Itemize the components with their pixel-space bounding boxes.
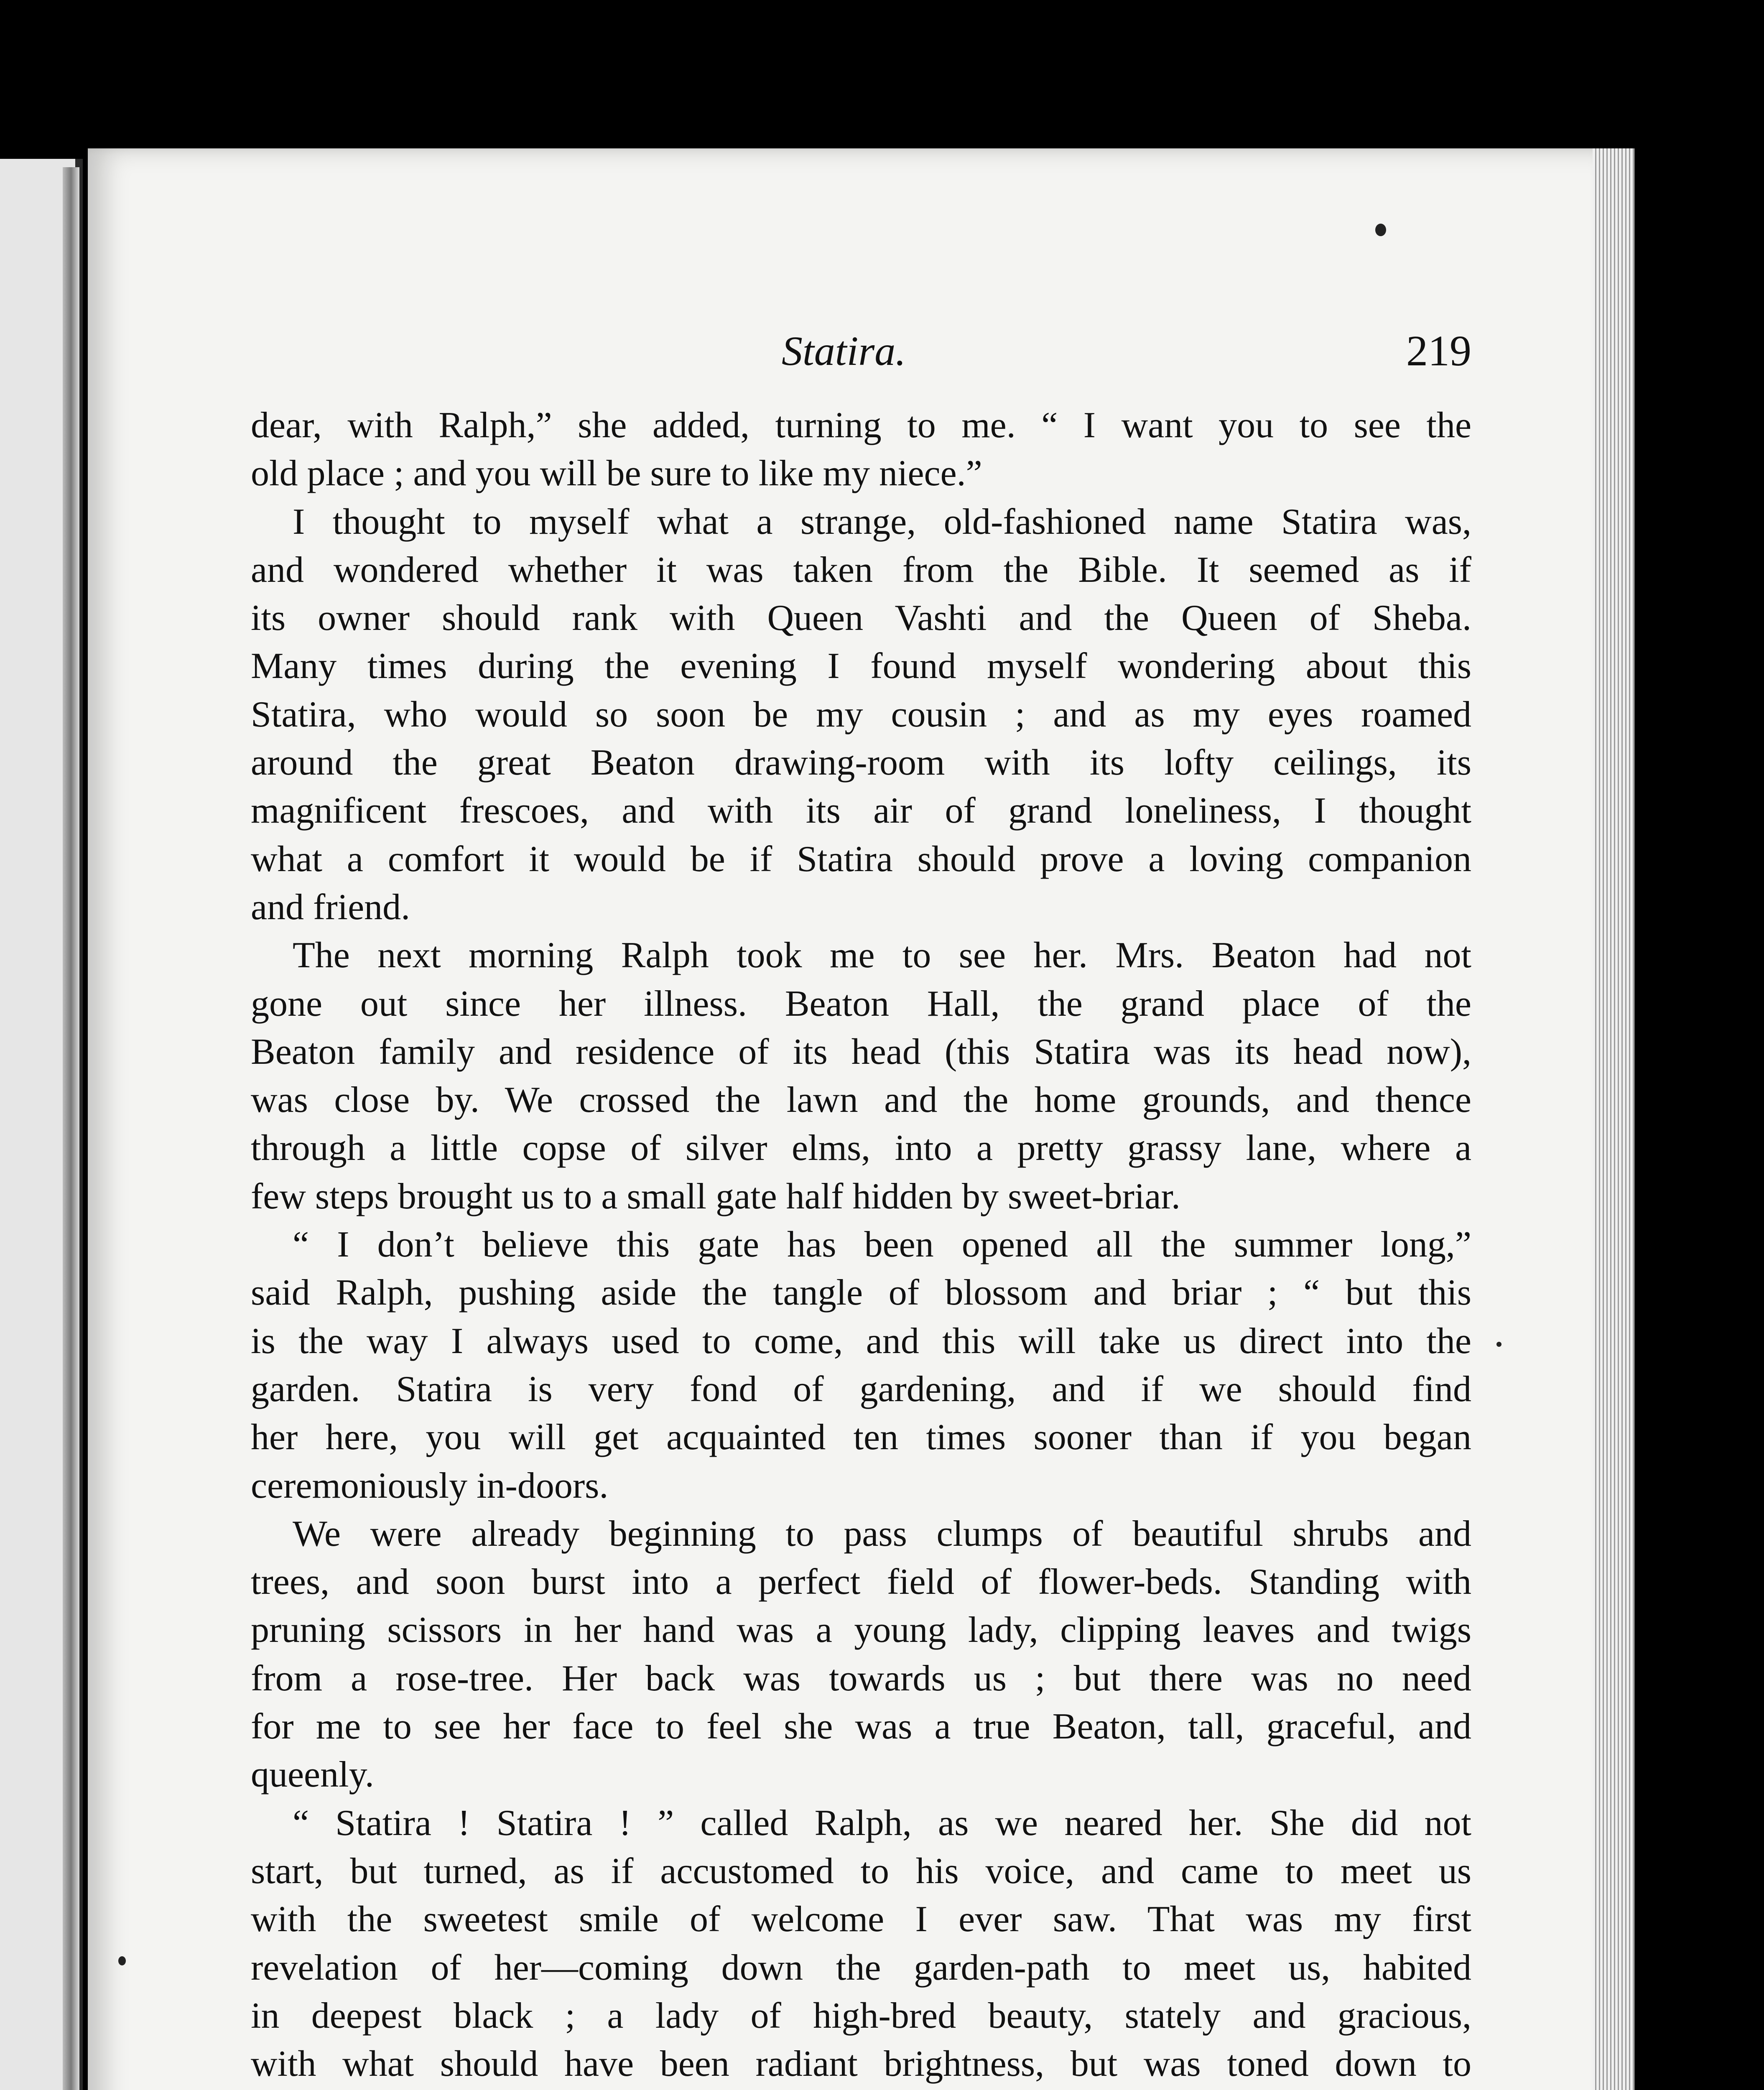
text-line: “ I don’t believe this gate has been opened all the summer long,”: [293, 1224, 1471, 1265]
text-line: was close by. We crossed the lawn and the home grounds, and thence: [251, 1080, 1471, 1121]
text-line: with what should have been radiant brightness, but was toned down to: [251, 2044, 1471, 2085]
text-line: is the way I always used to come, and this will take us direct into the: [251, 1320, 1471, 1361]
text-line: [251, 2088, 1471, 2090]
text-line: queenly.: [251, 1754, 374, 1795]
text-line: and wondered whether it was taken from the Bible. It seemed as if: [251, 549, 1471, 590]
text-line: The next morning Ralph took me to see her. Mrs. Beaton had not: [293, 935, 1471, 976]
text-line: start, but turned, as if accustomed to his voice, and came to meet us: [251, 1850, 1471, 1891]
text-line: few steps brought us to a small gate half hidden by sweet-briar.: [251, 1176, 1180, 1217]
text-line: her here, you will get acquainted ten times sooner than if you began: [251, 1417, 1471, 1458]
text-line: what a comfort it would be if Statira should prove a loving companion: [251, 839, 1471, 879]
text-line: revelation of her—coming down the garden-path to meet us, habited: [251, 1947, 1471, 1988]
text-line: I thought to myself what a strange, old-fashioned name Statira was,: [293, 501, 1471, 542]
running-title: Statira.: [782, 328, 906, 374]
text-line: around the great Beaton drawing-room with its lofty ceilings, its: [251, 742, 1471, 783]
text-line: gone out since her illness. Beaton Hall, the grand place of the: [251, 983, 1471, 1024]
text-line: Beaton family and residence of its head (this Statira was its head now),: [251, 1031, 1471, 1072]
text-line: with the sweetest smile of welcome I ever saw. That was my first: [251, 1899, 1471, 1940]
page-stack-edge: [1593, 148, 1634, 2090]
dust-speck: [118, 1956, 126, 1965]
text-line: “ Statira ! Statira ! ” called Ralph, as we neared her. She did not: [293, 1802, 1471, 1843]
text-line: old place ; and you will be sure to like my niece.”: [251, 453, 982, 494]
text-line: pruning scissors in her hand was a young lady, clipping leaves and twigs: [251, 1610, 1471, 1651]
body-text: [251, 401, 1471, 2090]
dust-speck: [1496, 1342, 1501, 1347]
text-line: garden. Statira is very fond of gardening, and if we should find: [251, 1369, 1471, 1409]
running-head: [251, 318, 1471, 385]
page-number: 219: [1406, 327, 1471, 375]
text-line: in deepest black ; a lady of high-bred beauty, stately and gracious,: [251, 1995, 1471, 2036]
book-gutter: [63, 167, 79, 2090]
dust-speck: [1375, 224, 1386, 236]
text-line: trees, and soon burst into a perfect field of flower-beds. Standing with: [251, 1562, 1471, 1603]
text-line: dear, with Ralph,” she added, turning to me. “ I want you to see the: [251, 405, 1471, 446]
text-line: said Ralph, pushing aside the tangle of blossom and briar ; “ but this: [251, 1272, 1471, 1313]
text-line: We were already beginning to pass clumps of beautiful shrubs and: [293, 1513, 1471, 1554]
text-line: its owner should rank with Queen Vashti and the Queen of Sheba.: [251, 598, 1471, 639]
text-line: ceremoniously in-doors.: [251, 1465, 609, 1506]
text-line: Many times during the evening I found myself wondering about this: [251, 646, 1471, 687]
text-line: through a little copse of silver elms, into a pretty grassy lane, where a: [251, 1128, 1471, 1169]
text-line: Statira, who would so soon be my cousin ; and as my eyes roamed: [251, 694, 1471, 735]
text-line: for me to see her face to feel she was a true Beaton, tall, graceful, and: [251, 1706, 1471, 1747]
text-line: from a rose-tree. Her back was towards us ; but there was no need: [251, 1658, 1471, 1699]
text-line: and friend.: [251, 887, 410, 928]
text-line: magnificent frescoes, and with its air of grand loneliness, I thought: [251, 790, 1471, 831]
